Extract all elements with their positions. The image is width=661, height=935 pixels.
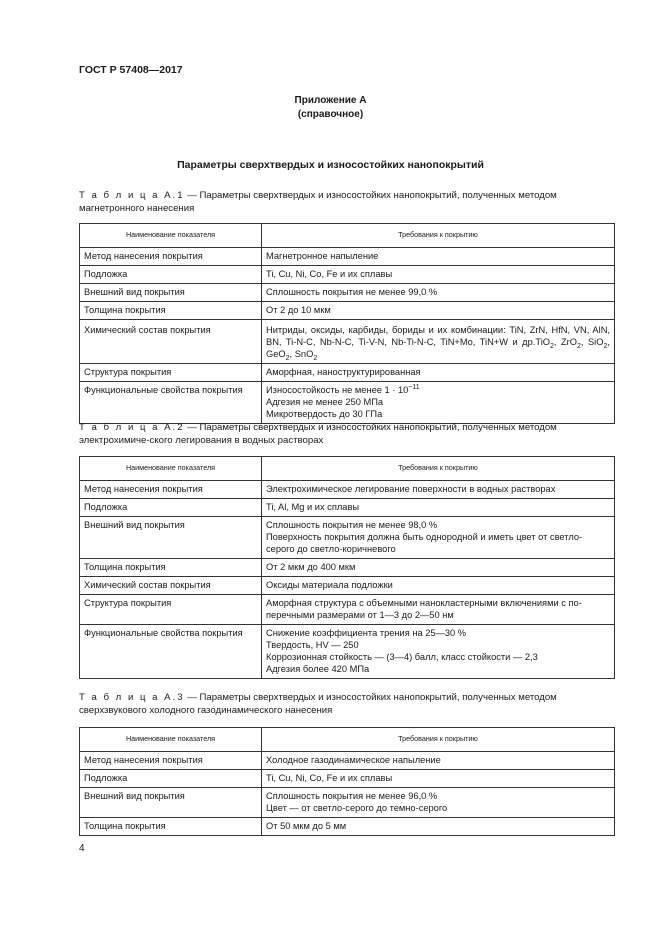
- param-value: [262, 320, 615, 364]
- param-value: Магнетронное напыление: [262, 248, 615, 266]
- param-value: Аморфная, наноструктурированная: [262, 364, 615, 382]
- param-value: От 2 мкм до 400 мкм: [262, 559, 615, 577]
- column-header: Наименование показателя: [80, 457, 262, 481]
- param-value: Сплошность покрытия не менее 98,0 % Поверхность покрытия должна быть однородной и иметь цвет от светло- серого до светло-коричневого: [262, 517, 615, 559]
- param-name: Внешний вид покрытия: [80, 517, 262, 559]
- chem-formula: TiO$_2$, ZrO$_2$, SiO$_2$, GeO$_2$, SnO$_2$: [266, 337, 610, 362]
- table-row: [80, 770, 615, 788]
- value-line: Адгезия не менее 250 МПа: [266, 397, 384, 407]
- table-row: [80, 266, 615, 284]
- table-caption-text: — Параметры сверхтвердых и износостойких нанопокрытий, полученных методом сверхзвукового холодного газодинамического нанесения: [79, 692, 557, 716]
- param-value: [262, 382, 615, 424]
- table-header-row: [80, 457, 615, 481]
- table-label: Т а б л и ц а А.2: [79, 422, 185, 433]
- table-row: [80, 364, 615, 382]
- param-value: От 50 мкм до 5 мм: [262, 818, 615, 836]
- param-name: Толщина покрытия: [80, 818, 262, 836]
- column-header: Требования к покрытию: [262, 457, 615, 481]
- table-header-row: [80, 728, 615, 752]
- table-caption: [79, 691, 619, 717]
- table-row: [80, 284, 615, 302]
- param-name: Толщина покрытия: [80, 559, 262, 577]
- param-name: Функциональные свойства покрытия: [80, 625, 262, 679]
- param-value: Ti, Al, Mg и их сплавы: [262, 499, 615, 517]
- table-row: [80, 625, 615, 679]
- column-header: Требования к покрытию: [262, 224, 615, 248]
- param-name: Метод нанесения покрытия: [80, 481, 262, 499]
- table-row: [80, 788, 615, 818]
- document-id: ГОСТ Р 57408—2017: [79, 64, 183, 76]
- table-row: [80, 320, 615, 364]
- value-line: Износостойкость не менее $1 \cdot 10^{-11}$: [266, 383, 420, 395]
- param-name: Внешний вид покрытия: [80, 284, 262, 302]
- param-value: Электрохимическое легирование поверхности в водных растворах: [262, 481, 615, 499]
- param-name: Подложка: [80, 266, 262, 284]
- param-value: От 2 до 10 мкм: [262, 302, 615, 320]
- table-row: [80, 481, 615, 499]
- param-name: Внешний вид покрытия: [80, 788, 262, 818]
- param-value: Холодное газодинамическое напыление: [262, 752, 615, 770]
- column-header: Наименование показателя: [80, 224, 262, 248]
- column-header: Требования к покрытию: [262, 728, 615, 752]
- value-line: Микротвердость до 30 ГПа: [266, 409, 383, 419]
- column-header: Наименование показателя: [80, 728, 262, 752]
- param-value: Снижение коэффициента трения на 25—30 % Твердость, HV — 250 Коррозионная стойкость — (3—4) балл, класс стойкости — 2,3 Адгезия более 420 МПа: [262, 625, 615, 679]
- table-row: [80, 577, 615, 595]
- param-name: Химический состав покрытия: [80, 577, 262, 595]
- param-name: Структура покрытия: [80, 595, 262, 625]
- appendix-title: Приложение А: [294, 95, 367, 106]
- table-header-row: [80, 224, 615, 248]
- table-row: [80, 818, 615, 836]
- param-value: Аморфная структура с объемными нанокластерными включениями с по- перечными размерами от 1—3 до 2—50 нм: [262, 595, 615, 625]
- param-value: Оксиды материала подложки: [262, 577, 615, 595]
- table-caption-text: — Параметры сверхтвердых и износостойких нанопокрытий, полученных методом магнетронного нанесения: [79, 190, 557, 214]
- table-row: [80, 752, 615, 770]
- table-label: Т а б л и ц а А.3: [79, 692, 185, 703]
- table-row: [80, 499, 615, 517]
- page-number: 4: [79, 843, 85, 854]
- param-name: Химический состав покрытия: [80, 320, 262, 364]
- param-name: Метод нанесения покрытия: [80, 248, 262, 266]
- param-value: Сплошность покрытия не менее 96,0 % Цвет — от светло-серого до темно-серого: [262, 788, 615, 818]
- table-a1: [79, 223, 615, 424]
- table-label: Т а б л и ц а А.1: [79, 190, 185, 201]
- table-row: [80, 559, 615, 577]
- table-caption: [79, 189, 619, 215]
- table-row: [80, 382, 615, 424]
- param-name: Структура покрытия: [80, 364, 262, 382]
- table-a3: [79, 727, 615, 836]
- table-caption: [79, 421, 619, 447]
- param-value: Сплошность покрытия не менее 99,0 %: [262, 284, 615, 302]
- chem-composition: Нитриды, оксиды, карбиды, бориды и их комбинации: TiN, ZrN, HfN, VN, AlN, BN, Ti-N-C, Nb-N-C, Ti-V-N, Nb-Ti-N-C, TiN+Mo, TiN+W и др.: [266, 325, 610, 347]
- param-value: Ti, Cu, Ni, Co, Fe и их сплавы: [262, 266, 615, 284]
- table-row: [80, 595, 615, 625]
- param-name: Метод нанесения покрытия: [80, 752, 262, 770]
- param-name: Подложка: [80, 499, 262, 517]
- param-name: Функциональные свойства покрытия: [80, 382, 262, 424]
- appendix-subtitle: (справочное): [297, 109, 364, 120]
- table-row: [80, 248, 615, 266]
- param-value: Ti, Cu, Ni, Co, Fe и их сплавы: [262, 770, 615, 788]
- param-name: Толщина покрытия: [80, 302, 262, 320]
- param-name: Подложка: [80, 770, 262, 788]
- table-caption-text: — Параметры сверхтвердых и износостойких нанопокрытий, полученных методом электрохимиче-ского легирования в водных растворах: [79, 422, 557, 446]
- table-a2: [79, 456, 615, 679]
- section-title: Параметры сверхтвердых и износостойких нанопокрытий: [177, 159, 484, 171]
- table-row: [80, 302, 615, 320]
- table-row: [80, 517, 615, 559]
